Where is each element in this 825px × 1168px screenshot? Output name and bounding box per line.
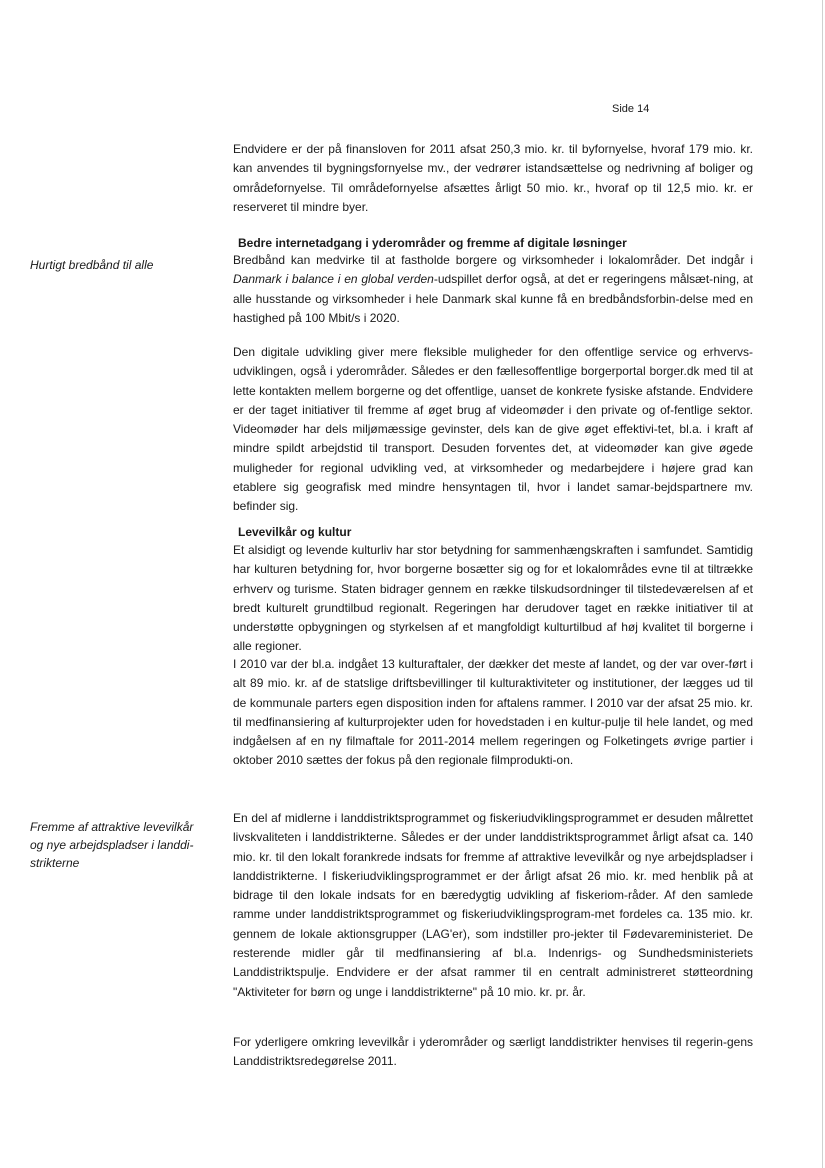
margin-note-broadband: Hurtigt bredbånd til alle [30, 258, 154, 272]
paragraph-urban-renewal [233, 140, 753, 217]
paragraph-broadband [233, 251, 753, 328]
margin-note-living-conditions: Fremme af attraktive levevilkår og nye arbejdspladser i landdi-strikterne [30, 820, 194, 870]
paragraph-text: Endvidere er der på finansloven for 2011 afsat 250,3 mio. kr. til byfornyelse, hvoraf 179 mio. kr. kan anvendes til bygningsfornyelse mv., der vedrører istandsættelse og nedrivning af boliger og områdefornyelse. Til områdefornyelse afsættes årligt 50 mio. kr., hvoraf op til 12,5 mio. kr. er reserveret til mindre byer. [233, 142, 753, 214]
paragraph-digital-development [233, 343, 753, 517]
paragraph-text: Et alsidigt og levende kulturliv har stor betydning for sammenhængskraften i samfundet. Samtidig har kulturen betydning for, hvor borgerne bosætter sig og for et lokalområdes evne til at tiltrække erhverv og turisme. Staten bidrager gennem en række tilskudsordninger til tilstedeværelsen af et bredt kulturelt grundtilbud regionalt. Regeringen har derudover taget en række initiativer til at understøtte opbygningen og styrkelsen af et mangfoldigt kulturtilbud af høj kvalitet til borgerne i alle regioner. [233, 543, 753, 654]
paragraph-further-reference [233, 1033, 753, 1072]
heading-living-conditions-culture: Levevilkår og kultur [238, 525, 352, 539]
page-number: Side 14 [612, 103, 650, 115]
publication-title: Danmark i balance i en global verden [233, 272, 434, 287]
paragraph-text: For yderligere omkring levevilkår i yderområder og særligt landdistrikter henvises til regerin-gens Landdistriktsredegørelse 2011. [233, 1035, 753, 1069]
paragraph-text: I 2010 var der bl.a. indgået 13 kulturaftaler, der dækker det meste af landet, og der var over-ført i alt 89 mio. kr. af de statslige driftsbevillinger til kulturaktiviteter og institutioner, der lægges ud til de kommunale parters egen disposition inden for aftalens rammer. I 2010 var der afsat 25 mio. kr. til medfinansiering af kulturprojekter uden for hovedstaden i en kultur-pulje til hele landet, og med indgåelsen af en ny filmaftale for 2011-2014 mellem regeringen og Folketingets øvrige partier i oktober 2010 sættes der fokus på den regionale filmprodukti-on. [233, 657, 753, 768]
page-edge-line [822, 0, 823, 1168]
paragraph-text-part: -udspillet derfor også, at det er regeringens målsæt-ning, at alle husstande og virksomheder i hele Danmark skal kunne få en bredbåndsforbin-delse med en hastighed på 100 Mbit/s i 2020. [233, 272, 754, 325]
paragraph-culture-agreements [233, 655, 753, 771]
paragraph-rural-programme [233, 809, 753, 1002]
paragraph-text: En del af midlerne i landdistriktsprogrammet og fiskeriudviklingsprogrammet er desuden målrettet livskvaliteten i landdistrikterne. Således er der under landdistriktsprogrammet årligt afsat ca. 140 mio. kr. til den lokalt forankrede indsats for fremme af attraktive levevilkår og nye arbejdspladser i landdistrikterne. I fiskeriudviklingsprogrammet er der årligt afsat 26 mio. kr. med henblik på at bidrage til den lokale indsats for en bæredygtig udvikling af fiskeriom-råder. Af den samlede ramme under landdistriktsprogrammet og fiskeriudviklingsprogram-met fordeles ca. 135 mio. kr. gennem de lokale aktionsgrupper (LAG'er), som indstiller pro-jekter til Fødevareministeriet. De resterende midler går til medfinansiering af bl.a. Indenrigs- og Sundhedsministeriets Landdistriktspulje. Endvidere er der afsat rammer til en centralt administreret støtteordning "Aktiviteter for børn og unge i landdistrikterne" på 10 mio. kr. pr. år. [233, 811, 753, 999]
paragraph-text: Den digitale udvikling giver mere fleksible muligheder for den offentlige service og erhvervs-udviklingen, også i yderområder. Således er den fællesoffentlige borgerportal borger.dk med til at lette kontakten mellem borgerne og det offentlige, uanset de konkrete fysiske afstande. Endvidere er der taget initiativer til fremme af øget brug af videomøder i den private og of-fentlige sektor. Videomøder har dels miljømæssige gevinster, dels kan de give øget effektivi-tet, bl.a. i kraft af mindre spildt arbejdstid til transport. Desuden forventes det, at videomøder kan give øgede muligheder for regional udvikling ved, at virksomheder og medarbejdere i højere grad kan etablere sig geografisk med mindre hensyntagen til, hvor i landet samar-bejdspartnere mv. befinder sig. [233, 345, 753, 514]
paragraph-text [233, 251, 753, 328]
paragraph-text-part: Bredbånd kan medvirke til at fastholde borgere og virksomheder i lokalområder. Det indgår i [233, 253, 753, 267]
heading-internet-access: Bedre internetadgang i yderområder og fremme af digitale løsninger [238, 236, 627, 250]
paragraph-cultural-life [233, 541, 753, 657]
